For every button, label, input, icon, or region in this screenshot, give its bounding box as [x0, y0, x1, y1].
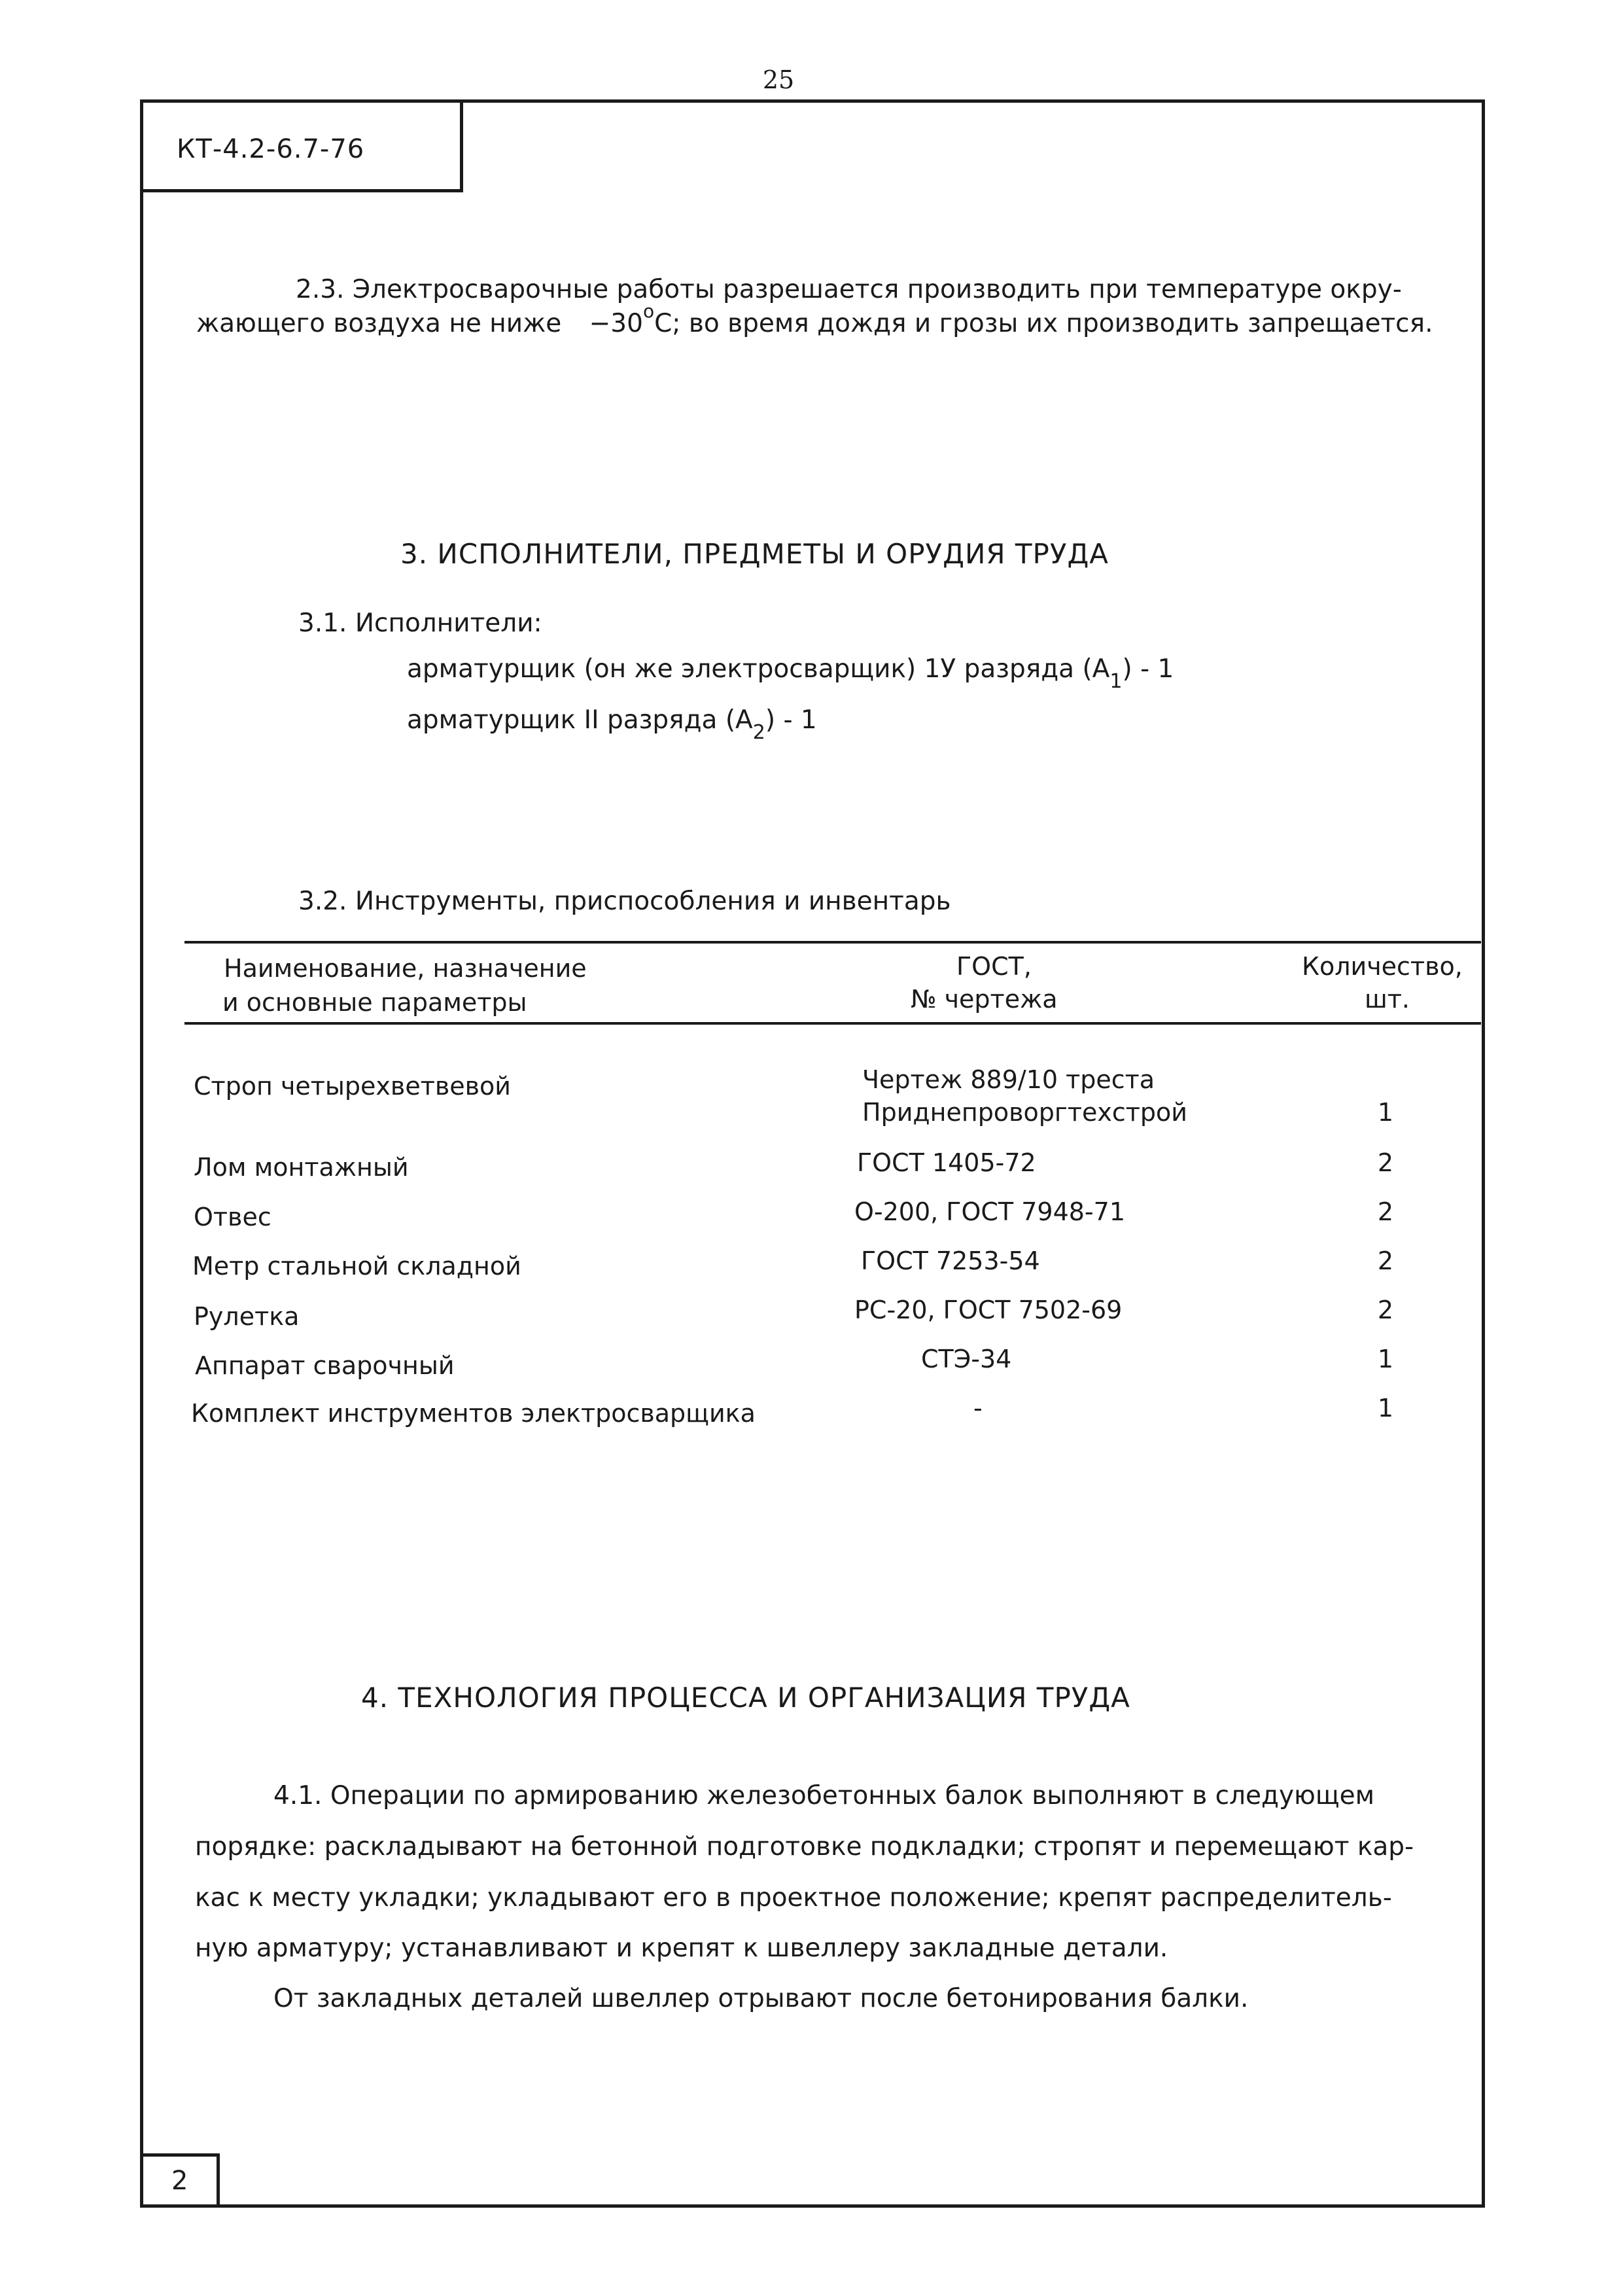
- table-row-3-gost: О-200, ГОСТ 7948-71: [854, 1197, 1125, 1226]
- table-row-6-gost: СТЭ-34: [921, 1345, 1012, 1373]
- worker-1-grade-index: 1: [1109, 670, 1123, 693]
- worker-2-count: ) - 1: [765, 705, 817, 735]
- worker-2-grade-index: 2: [752, 721, 765, 744]
- table-row-3-name: Отвес: [194, 1203, 271, 1231]
- sheet-number: 2: [171, 2166, 188, 2196]
- section-3-heading: 3. ИСПОЛНИТЕЛИ, ПРЕДМЕТЫ И ОРУДИЯ ТРУДА: [400, 538, 1109, 570]
- table-row-2-qty: 2: [1377, 1148, 1394, 1177]
- temperature-value: −30: [589, 309, 643, 338]
- table-row-7-name: Комплект инструментов электросварщика: [191, 1399, 756, 1428]
- paragraph-2-3-text-after: во время дождя и грозы их производить запрещается.: [688, 309, 1433, 338]
- table-row-4-qty: 2: [1377, 1246, 1394, 1275]
- temperature-unit: С;: [654, 309, 681, 338]
- paragraph-3-1-title: Исполнители:: [355, 609, 542, 638]
- table-row-2-name: Лом монтажный: [194, 1153, 409, 1182]
- page-number: 25: [762, 65, 795, 94]
- table-row-6-qty: 1: [1377, 1345, 1394, 1373]
- table-row-1-gost-line-2: Приднепроворгтехстрой: [862, 1098, 1187, 1127]
- table-header-name-line-2: и основные параметры: [222, 988, 527, 1017]
- table-row-5-qty: 2: [1377, 1296, 1394, 1324]
- worker-1-text: арматурщик (он же электросварщик) 1У разряда (А: [407, 654, 1110, 684]
- paragraph-4-1-line-5: От закладных деталей швеллер отрывают после бетонирования балки.: [273, 1984, 1249, 2013]
- table-row-1-qty: 1: [1377, 1098, 1394, 1127]
- table-header-gost-line-1: ГОСТ,: [956, 952, 1032, 981]
- paragraph-3-1: [298, 609, 542, 639]
- table-row-5-name: Рулетка: [194, 1302, 300, 1331]
- paragraph-3-1-number: 3.1.: [298, 609, 347, 638]
- table-row-7-qty: 1: [1377, 1394, 1394, 1422]
- worker-2: [407, 705, 817, 744]
- paragraph-2-3-line-1: [296, 275, 1402, 306]
- paragraph-2-3-line-2: [196, 300, 1433, 340]
- paragraph-2-3-text-before: жающего воздуха не ниже: [196, 309, 562, 338]
- table-row-4-gost: ГОСТ 7253-54: [861, 1246, 1040, 1275]
- worker-1-count: ) - 1: [1122, 654, 1174, 684]
- paragraph-3-2: [298, 887, 951, 917]
- paragraph-2-3-number: 2.3.: [296, 275, 345, 304]
- paragraph-2-3-text-line-1: Электросварочные работы разрешается производить при температуре окру-: [352, 275, 1402, 304]
- temperature-degree: о: [642, 300, 655, 322]
- table-header-gost-line-2: № чертежа: [911, 985, 1058, 1014]
- document-code: КТ-4.2-6.7-76: [177, 134, 365, 164]
- paragraph-4-1-line-2: порядке: раскладывают на бетонной подготовке подкладки; стропят и перемещают кар-: [195, 1832, 1414, 1862]
- table-row-7-gost: -: [973, 1394, 983, 1422]
- table-row-5-gost: РС-20, ГОСТ 7502-69: [854, 1296, 1123, 1324]
- paragraph-4-1-line-3: кас к месту укладки; укладывают его в проектное положение; крепят распределитель-: [195, 1883, 1392, 1913]
- table-row-1-gost: Чертеж 889/10 треста: [862, 1065, 1155, 1094]
- table-header-qty-line-2: шт.: [1365, 985, 1410, 1014]
- table-header-rule: [184, 1022, 1481, 1025]
- table-row-4-name: Метр стальной складной: [192, 1252, 521, 1280]
- paragraph-4-1-line-1: [273, 1781, 1374, 1812]
- paragraph-3-2-number: 3.2.: [298, 887, 347, 916]
- table-row-3-qty: 2: [1377, 1197, 1394, 1226]
- section-4-heading: 4. ТЕХНОЛОГИЯ ПРОЦЕССА И ОРГАНИЗАЦИЯ ТРУДА: [361, 1682, 1130, 1714]
- paragraph-3-2-title: Инструменты, приспособления и инвентарь: [355, 887, 951, 916]
- paragraph-4-1-number: 4.1.: [273, 1781, 323, 1810]
- table-row-2-gost: ГОСТ 1405-72: [857, 1148, 1036, 1177]
- worker-1: [407, 654, 1174, 693]
- table-top-rule: [184, 941, 1481, 944]
- table-row-6-name: Аппарат сварочный: [195, 1351, 455, 1380]
- paragraph-4-1-line-4: ную арматуру; устанавливают и крепят к швеллеру закладные детали.: [195, 1934, 1168, 1963]
- table-row-1-name: Строп четырехветвевой: [194, 1072, 511, 1101]
- table-header-name-line-1: Наименование, назначение: [224, 954, 587, 983]
- paragraph-4-1-text-line-1: Операции по армированию железобетонных балок выполняют в следующем: [330, 1781, 1375, 1810]
- worker-2-text: арматурщик II разряда (А: [407, 705, 753, 735]
- table-header-qty-line-1: Количество,: [1302, 952, 1463, 981]
